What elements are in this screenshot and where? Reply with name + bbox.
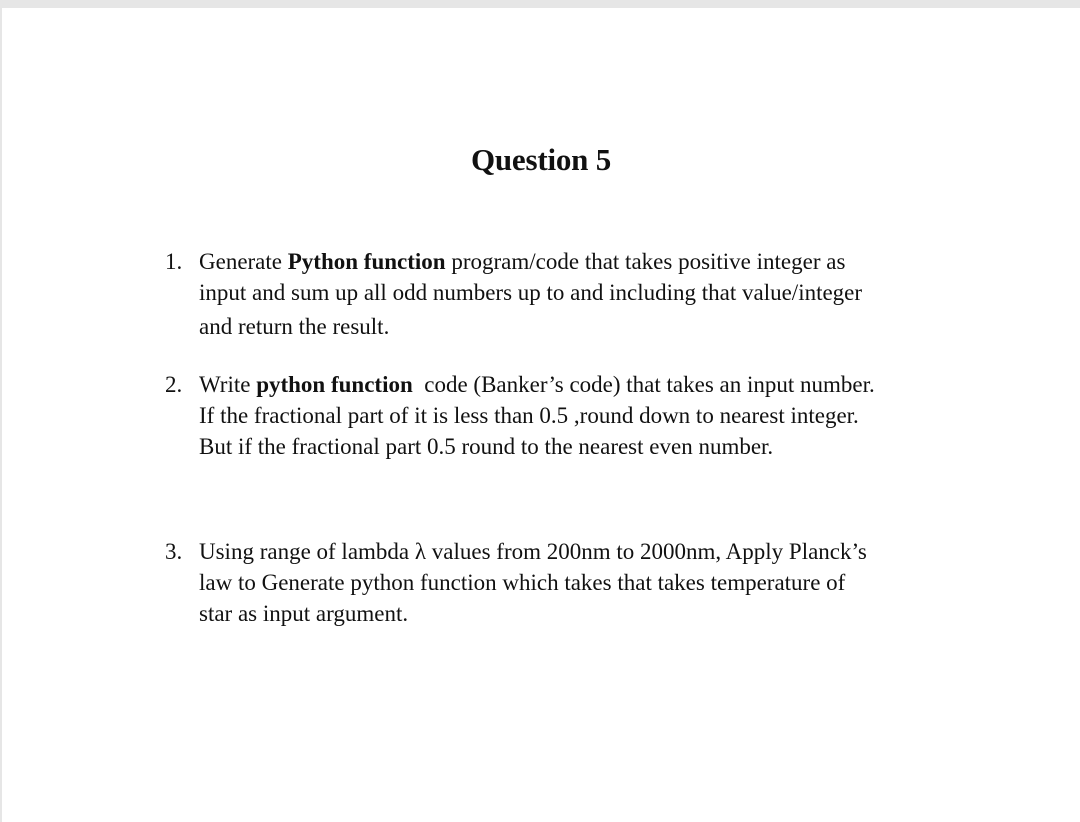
question-text (199, 246, 959, 342)
question-number: 1. (165, 249, 183, 274)
question-number: 2. (165, 372, 183, 397)
question-line (199, 400, 959, 431)
question-text (199, 536, 959, 629)
text-run: program/code that takes positive integer as (445, 249, 846, 274)
question-line (199, 277, 959, 308)
text-run: and return the result. (199, 314, 390, 339)
text-run: Using range of lambda λ values from 200nm to 2000nm, Apply Planck’s (199, 539, 867, 564)
text-run: code (Banker’s code) that takes an input number. (412, 372, 875, 397)
question-line (199, 598, 959, 629)
question-number: 3. (165, 539, 183, 564)
bold-text: Python function (287, 249, 446, 274)
question-line (199, 567, 959, 598)
text-run: Write (199, 372, 257, 397)
text-run: star as input argument. (199, 601, 409, 626)
question-line (199, 246, 959, 277)
text-run: If the fractional part of it is less than 0.5 ,round down to nearest integer. (199, 403, 859, 428)
question-text (199, 369, 959, 462)
text-run: law to Generate python function which takes that takes temperature of (199, 570, 846, 595)
text-run: Generate (199, 249, 288, 274)
text-run: input and sum up all odd numbers up to and including that value/integer (199, 280, 863, 305)
bold-text: python function (256, 372, 413, 397)
page-title: Question 5 (470, 142, 612, 177)
question-line (199, 431, 959, 462)
text-run: But if the fractional part 0.5 round to the nearest even number. (199, 434, 774, 459)
question-line (199, 369, 959, 400)
question-line (199, 536, 959, 567)
question-line (199, 311, 959, 342)
document-page (2, 8, 1080, 822)
